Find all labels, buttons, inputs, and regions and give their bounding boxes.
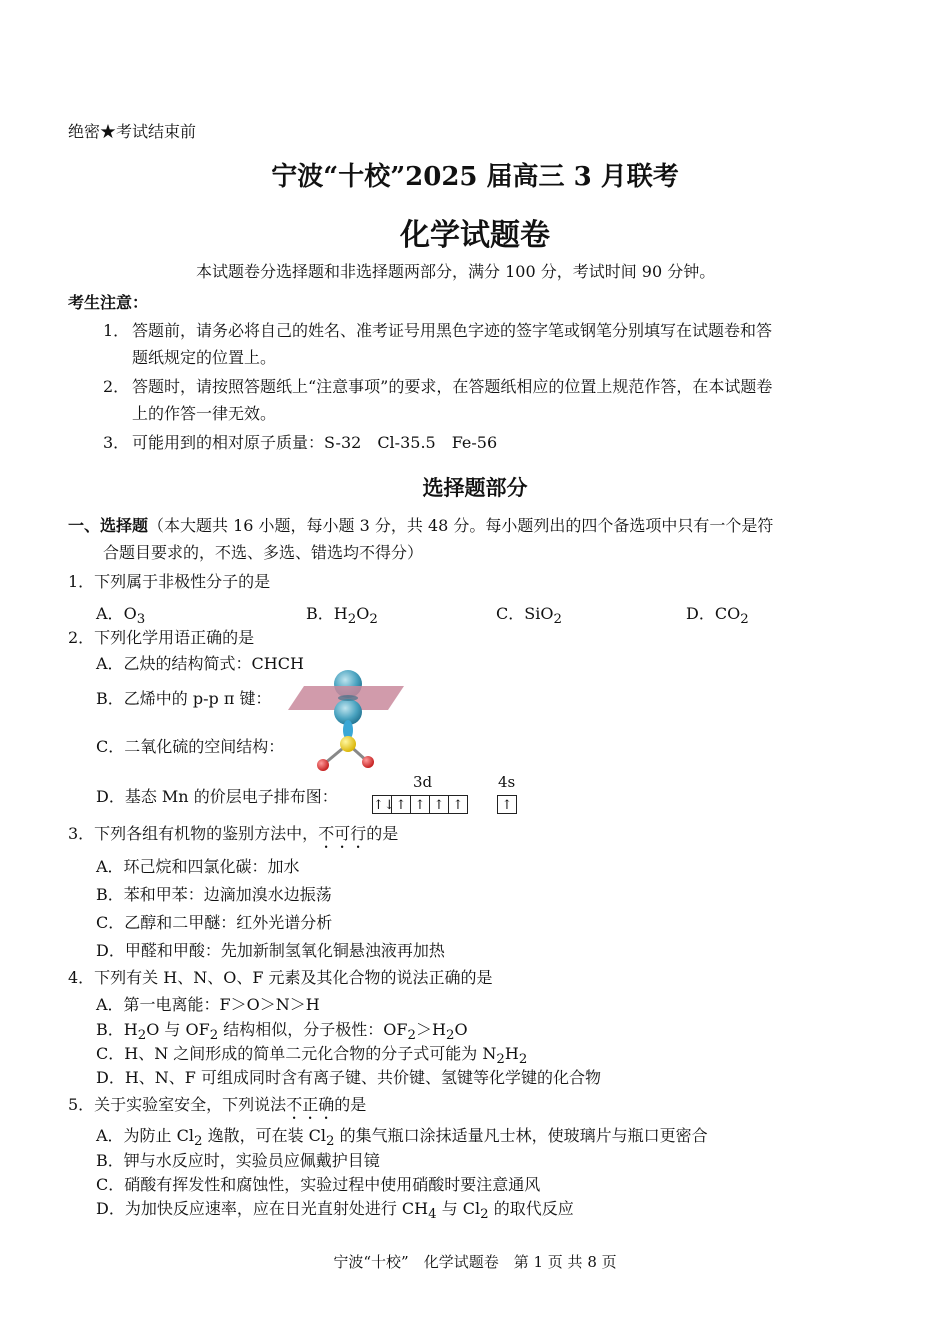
orbital-3d-label: 3d [413,773,433,791]
notice-item-2-line2: 上的作答一律无效。 [132,404,277,423]
q1-option-c: C．SiO$_2$ [496,604,562,628]
q4-option-c: C．H、N 之间形成的简单二元化合物的分子式可能为 $N_2H_2$ [96,1044,528,1068]
orbital-4s-label: 4s [498,773,516,791]
notice-item-2-line1: 答题时，请按照答题纸上“注意事项”的要求，在答题纸相应的位置上规范作答，在本试题卷 [132,377,773,396]
notice-item-1-line2: 题纸规定的位置上。 [132,348,277,367]
part1-header [68,516,773,536]
q2-option-a: A．乙炔的结构简式：CHCH [96,654,304,673]
orbital-box: ↑ [448,795,468,814]
notice-item-3-line1: 可能用到的相对原子质量：S-32 Cl-35.5 Fe-56 [132,433,498,452]
q1-option-d: D．$CO_2$ [686,604,749,628]
q4-stem: 4．下列有关 H、N、O、F 元素及其化合物的说法正确的是 [68,968,493,987]
notice-item-1-line1: 答题前，请务必将自己的姓名、准考证号用黑色字迹的签字笔或钢笔分别填写在试题卷和答 [132,321,773,340]
q5-option-d: D．为加快反应速率，应在日光直射处进行 $CH_4$ 与 $Cl_2$ 的取代反应 [96,1199,574,1223]
q2-option-c: C．二氧化硫的空间结构： [96,737,285,756]
q5-stem: 5．关于实验室安全，下列说法不正确的是 [68,1095,367,1114]
orbital-box: ↑ [429,795,449,814]
page-footer: 宁波“十校” 化学试题卷 第 1 页 共 8 页 [333,1253,617,1271]
part1-label: 一、选择题 [68,516,149,535]
orbital-3d-boxes [372,795,467,814]
q4-option-d: D．H、N、F 可组成同时含有离子键、共价键、氢键等化学键的化合物 [96,1068,601,1087]
q4-option-b: B．$H_2O$ 与 $OF_2$ 结构相似，分子极性：$OF_2>H_2O$ [96,1020,468,1044]
q1-option-a: A．$O_3$ [96,604,146,628]
orbital-box: ↑ [410,795,430,814]
q1-stem: 1．下列属于非极性分子的是 [68,572,271,591]
q2-stem: 2．下列化学用语正确的是 [68,628,255,647]
orbital-box: ↑↓ [372,795,392,814]
notice-heading: 考生注意： [68,293,149,312]
q3-option-c: C．乙醇和二甲醚：红外光谱分析 [96,913,333,932]
q3-emphasis: 不可行 [318,824,367,843]
q2-option-b: B．乙烯中的 p-p π 键： [96,689,272,708]
exam-title: 宁波“十校”2025 届高三 3 月联考 [271,162,679,192]
q5-emphasis: 不正确 [286,1095,335,1114]
orbital-box: ↑ [497,795,517,814]
q5-option-c: C．硝酸有挥发性和腐蚀性，实验过程中使用硝酸时要注意通风 [96,1175,541,1194]
part1-desc-line1: （本大题共 16 小题，每小题 3 分，共 48 分。每小题列出的四个备选项中只有一个是符 [148,516,774,535]
intro-text: 本试题卷分选择题和非选择题两部分，满分 100 分，考试时间 90 分钟。 [196,262,716,281]
q5-option-a: A．为防止 $Cl_2$ 逸散，可在装 $Cl_2$ 的集气瓶口涂抹适量凡士林，使玻璃片与瓶口更密合 [96,1126,708,1150]
q3-stem: 3．下列各组有机物的鉴别方法中，不可行的是 [68,824,399,843]
q3-option-d: D．甲醛和甲酸：先加新制氢氧化铜悬浊液再加热 [96,941,445,960]
q4-option-a: A．第一电离能：F＞O＞N＞H [96,995,320,1014]
subject-title: 化学试题卷 [400,218,550,253]
confidential-label: 绝密★考试结束前 [68,122,197,141]
so2-molecule-model [312,718,374,772]
q3-option-b: B．苯和甲苯：边滴加溴水边振荡 [96,885,332,904]
orbital-box: ↑ [391,795,411,814]
orbital-4s-boxes [497,795,516,814]
notice-item-1-num: 1． [103,321,130,340]
part1-desc-line2: 合题目要求的，不选、多选、错选均不得分） [103,543,424,562]
notice-item-3-num: 3． [103,433,130,452]
notice-item-2-num: 2． [103,377,130,396]
q2-option-d: D．基态 Mn 的价层电子排布图： [96,787,338,806]
q5-option-b: B．钾与水反应时，实验员应佩戴护目镜 [96,1151,380,1170]
section-title: 选择题部分 [422,475,528,500]
q1-option-b: B．$H_2O_2$ [306,604,378,628]
q3-option-a: A．环己烷和四氯化碳：加水 [96,857,300,876]
